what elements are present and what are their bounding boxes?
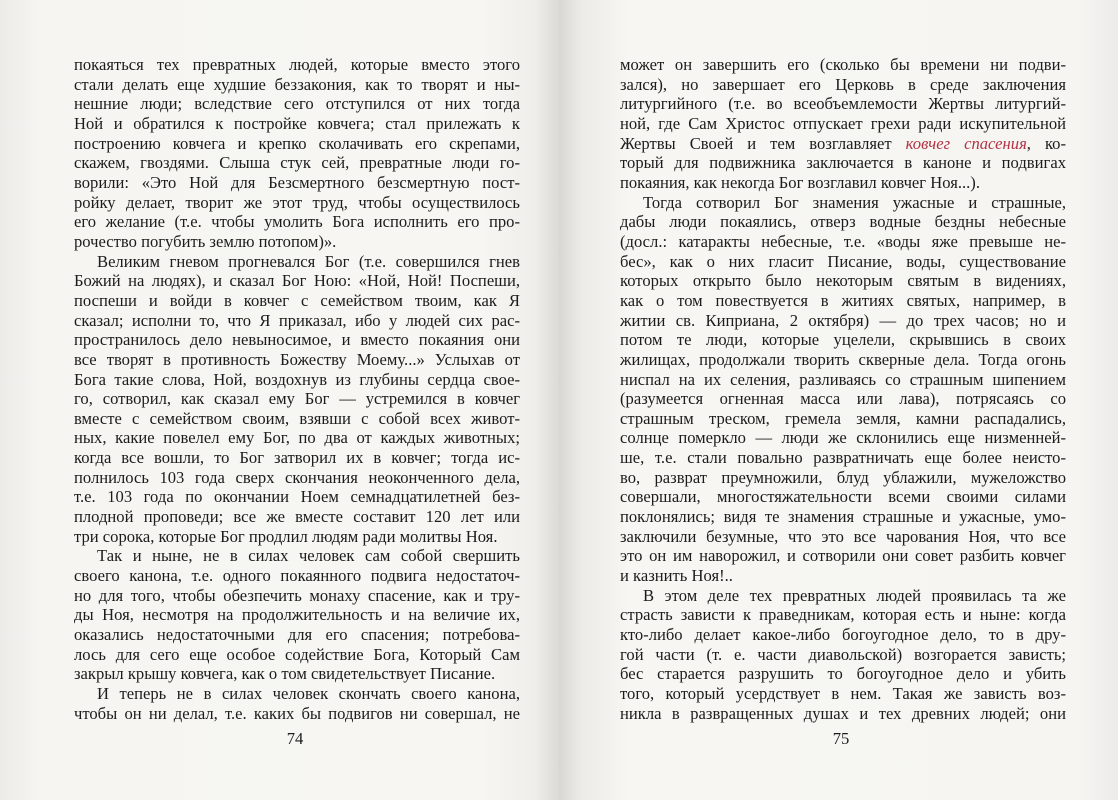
text-line: никла в развращенных душах и тех древних людей; они	[620, 703, 1066, 723]
text-line: жилищах, продолжали творить скверные дела. Тогда огонь	[620, 349, 1066, 369]
text-line: литургийного (т.е. во всеобъемлемости Жертвы литургий-	[620, 94, 1066, 114]
emphasized-phrase: ковчег спасения	[905, 133, 1027, 153]
text-line: Бога такие слова, Ной, воздохнув из глубины сердца свое-	[74, 369, 520, 389]
text-line: своего канона, т.е. одного покаянного подвига недостаточ-	[74, 566, 520, 586]
text-line: житии св. Киприана, 2 октября) — до трех часов; но и	[620, 310, 1066, 330]
text-line: ворили: «Это Ной для Безсмертного безсмертную пост-	[74, 172, 520, 192]
page-body	[620, 55, 1066, 723]
text-line: все творят в противность Божеству Моему...» Услыхав от	[74, 349, 520, 369]
text-line: дабы люди покаялись, отверз водные бездны небесные	[620, 212, 1066, 232]
text-line: (досл.: катаракты небесные, т.е. «воды яже превыше не-	[620, 231, 1066, 251]
text-line: пространилось дело невыносимое, и вместо покаяния они	[74, 330, 520, 350]
text-line: Божий на людях), и сказал Бог Ною: «Ной, Ной! Поспеши,	[74, 271, 520, 291]
text-line: покаяния, как некогда Бог возглавил ковчег Ноя...).	[620, 172, 980, 192]
text-line: построению ковчега и крепко сколачивать его скрепами,	[74, 133, 520, 153]
text-line: чтобы он ни делал, т.е. каких бы подвигов ни совершал, не	[74, 703, 520, 723]
text-line: зался), но завершает его Церковь в среде заключения	[620, 74, 1066, 94]
text-line: заключили безумные, что это все чарования Ноя, что все	[620, 526, 1066, 546]
text-line: бес старается разрушить то богоугодное дело и убить	[620, 664, 1066, 684]
text-line: стали делать еще худшие беззакония, как то творят и ны-	[74, 74, 520, 94]
text-line: скажем, гвоздями. Слыша стук сей, превратные люди го-	[74, 153, 520, 173]
text-line: Великим гневом прогневался Бог (т.е. совершился гнев	[97, 251, 520, 271]
text-line: полнилось 103 года сверх скончания неоконченного дела,	[74, 467, 520, 487]
text-line: бес», как о них гласит Писание, воды, существование	[620, 251, 1066, 271]
text-line: как о том повествуется в житиях святых, например, в	[620, 290, 1066, 310]
text-line: ных, какие повелел ему Бог, по два от каждых животных;	[74, 428, 520, 448]
page-right	[559, 0, 1118, 800]
text-line: во, разврат преумножили, блуд ублажили, мужеложство	[620, 467, 1066, 487]
text-line: ройку делает, творит же этот труд, чтобы осуществилось	[74, 192, 520, 212]
text-line: оказались недостаточными для его спасения; потребова-	[74, 625, 520, 645]
text-line: это он им наворожил, и сотворили они совет разбить ковчег	[620, 546, 1066, 566]
page-number: 74	[286, 729, 304, 748]
text-line: кто-либо делает какое-либо богоугодное дело, то в дру-	[620, 625, 1066, 645]
text-line: В этом деле тех превратных людей проявилась та же	[643, 585, 1066, 605]
text-line: может он завершить его (сколько бы времени ни подви-	[620, 55, 1066, 74]
page-body	[74, 55, 520, 723]
text-line: страшным треском, гремела земля, камни распадались,	[620, 408, 1066, 428]
text-line: И теперь не в силах человек скончать своего канона,	[97, 684, 520, 703]
text-line: го, сотворил, как сказал ему Бог — устремился в ковчег	[74, 389, 520, 409]
text-line: плодной проповеди; все же вместе составит 120 лет или	[74, 507, 520, 527]
text-line: ниспал на их селения, разливаясь со страшным шипением	[620, 369, 1066, 389]
text-line: Ной и обратился к постройке ковчега; стал прилежать к	[74, 113, 520, 133]
text-line: ной, где Сам Христос отпускает грехи ради искупительной	[620, 113, 1066, 133]
text-line: потом те люди, которые уцелели, скрывшись в своих	[620, 330, 1066, 350]
text-line: солнце померкло — люди же склонились еще низменней-	[620, 428, 1066, 448]
text-segment: , ко-	[1026, 133, 1066, 153]
text-line: его желание (т.е. чтобы умолить Бога исполнить его про-	[74, 212, 520, 232]
text-line: покаяться тех превратных людей, которые вместо этого	[74, 55, 520, 74]
text-line: поспеши и войди в ковчег с семейством твоим, как Я	[74, 290, 520, 310]
text-line: вместе с семейством своим, взявши с собой всех живот-	[74, 408, 520, 428]
text-line: поклонялись; видя те знамения страшные и ужасные, умо-	[620, 507, 1066, 527]
text-segment: Жертвы Своей и тем возглавляет	[620, 133, 906, 153]
text-line: страсть зависти к праведникам, которая есть и ныне: когда	[620, 605, 1066, 625]
text-line: три сорока, которые Бог продлил людям ради молитвы Ноя.	[74, 526, 498, 546]
text-line: гой части (т. е. части диавольской) возгорается зависть;	[620, 644, 1066, 664]
text-line: т.е. 103 года по окончании Ноем семнадцатилетней без-	[74, 487, 520, 507]
text-line: совершали, многостяжательности всеми своими силами	[620, 487, 1066, 507]
text-line: когда все вошли, то Бог затворил их в ковчег; тогда ис-	[74, 448, 520, 468]
text-line: лось для сего еще особое содействие Бога, Который Сам	[74, 644, 520, 664]
text-line: Так и ныне, не в силах человек сам собой свершить	[97, 546, 520, 566]
text-line: торый для подвижника заключается в каноне и подвигах	[620, 153, 1066, 173]
page-number: 75	[832, 729, 850, 748]
text-line: ше, т.е. стали повально развратничать еще более неисто-	[620, 448, 1066, 468]
text-line: которых открыто было некоторым святым в видениях,	[620, 271, 1066, 291]
text-line: нешние люди; вследствие сего отступился от них тогда	[74, 94, 520, 114]
text-line: ды Ноя, несмотря на продолжительность и на величие их,	[74, 605, 520, 625]
text-line: закрыл крышу ковчега, как о том свидетельствует Писание.	[74, 664, 496, 684]
text-line: (разумеется огненная масса или лава), потрясаясь со	[620, 389, 1066, 409]
text-line: сказал; исполни то, что Я приказал, ибо у людей сих рас-	[74, 310, 520, 330]
text-line: и казнить Ноя!..	[620, 566, 733, 586]
text-line	[620, 134, 1066, 154]
text-line: но для того, чтобы обезпечить монаху спасение, как и тру-	[74, 585, 520, 605]
text-line: рочество погубить землю потопом)».	[74, 231, 337, 251]
text-line: Тогда сотворил Бог знамения ужасные и страшные,	[643, 192, 1066, 212]
text-line: того, который усердствует в нем. Такая же зависть воз-	[620, 684, 1066, 703]
